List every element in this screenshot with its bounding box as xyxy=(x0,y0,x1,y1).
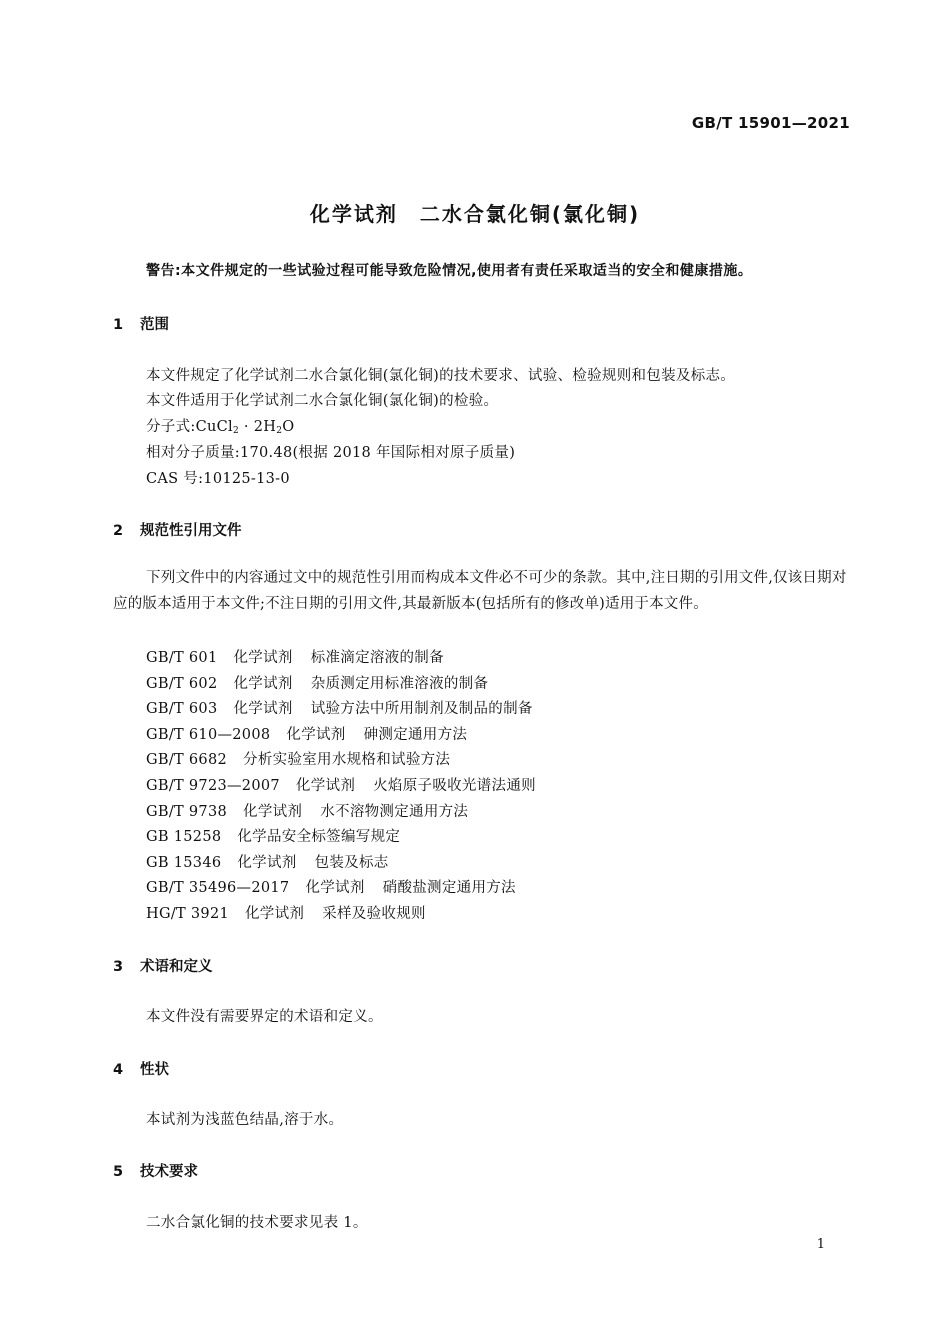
section-number: 3 xyxy=(113,959,124,975)
normative-intro: 下列文件中的内容通过文中的规范性引用而构成本文件必不可少的条款。其中,注日期的引用文件,仅该日期对应的版本适用于本文件;不注日期的引用文件,其最新版本(包括所有的修改单)适用于本文件。 xyxy=(113,570,847,612)
section-number: 2 xyxy=(113,523,124,539)
section-4-heading xyxy=(113,1058,169,1079)
section-2-heading xyxy=(113,519,242,540)
standard-code: GB/T 15901—2021 xyxy=(691,114,850,132)
reference-code: GB/T 610—2008 xyxy=(146,726,271,743)
section-number: 1 xyxy=(113,317,124,333)
reference-title-part-1: 化学试剂 xyxy=(233,701,293,718)
reference-code: GB/T 9738 xyxy=(146,803,228,820)
reference-item xyxy=(146,800,468,821)
reference-code: GB/T 6682 xyxy=(146,752,228,769)
terms-text: 本文件没有需要界定的术语和定义。 xyxy=(146,1009,383,1025)
formula-water: · 2H xyxy=(239,419,277,435)
reference-item xyxy=(146,774,536,795)
cas-number: CAS 号:10125-13-0 xyxy=(146,471,290,487)
section-title: 范围 xyxy=(140,317,169,333)
reference-title-part-2: 火焰原子吸收光谱法通则 xyxy=(373,778,536,794)
reference-title-part-2: 包装及标志 xyxy=(314,854,389,871)
section-number: 4 xyxy=(113,1062,124,1078)
reference-item xyxy=(146,672,488,693)
section-number: 5 xyxy=(113,1164,124,1180)
reference-code: GB/T 9723—2007 xyxy=(146,778,280,794)
reference-title-part-1: 化学试剂 xyxy=(233,675,293,692)
scope-line-1: 本文件规定了化学试剂二水合氯化铜(氯化铜)的技术要求、试验、检验规则和包装及标志。 xyxy=(146,368,736,384)
reference-code: GB 15258 xyxy=(146,829,222,846)
reference-code: GB/T 601 xyxy=(146,650,218,666)
section-3-heading xyxy=(113,955,213,976)
section-title: 性状 xyxy=(140,1062,169,1078)
section-1-heading xyxy=(113,313,169,334)
safety-warning: 警告:本文件规定的一些试验过程可能导致危险情况,使用者有责任采取适当的安全和健康措施。 xyxy=(146,263,753,279)
reference-title-part-2: 试验方法中所用制剂及制品的制备 xyxy=(310,701,533,718)
reference-title-part-1: 化学品安全标签编写规定 xyxy=(237,829,401,846)
formula-subscript: 2 xyxy=(276,426,283,436)
reference-title-part-1: 化学试剂 xyxy=(295,778,356,794)
reference-code: HG/T 3921 xyxy=(146,906,229,922)
reference-code: GB 15346 xyxy=(146,854,222,871)
reference-title-part-1: 化学试剂 xyxy=(237,854,297,871)
reference-title-part-2: 标准滴定溶液的制备 xyxy=(310,650,444,666)
section-title: 规范性引用文件 xyxy=(140,523,242,539)
reference-item xyxy=(146,876,516,897)
reference-title-part-2: 硝酸盐测定通用方法 xyxy=(382,880,516,897)
reference-code: GB/T 35496—2017 xyxy=(146,880,290,897)
reference-item xyxy=(146,646,444,667)
reference-title-part-1: 化学试剂 xyxy=(245,906,305,922)
reference-code: GB/T 603 xyxy=(146,701,218,718)
section-5-heading xyxy=(113,1160,198,1181)
formula-label: 分子式: xyxy=(146,419,196,435)
reference-code: GB/T 602 xyxy=(146,675,218,692)
reference-item xyxy=(146,825,418,846)
reference-title-part-1: 分析实验室用水规格和试验方法 xyxy=(243,752,451,769)
section-title: 术语和定义 xyxy=(140,959,213,975)
reference-item xyxy=(146,902,426,923)
scope-line-2: 本文件适用于化学试剂二水合氯化铜(氯化铜)的检验。 xyxy=(146,393,499,409)
formula-subscript: 2 xyxy=(232,426,239,436)
reference-title-part-1: 化学试剂 xyxy=(286,726,346,743)
formula-oxygen: O xyxy=(282,419,295,435)
page-number: 1 xyxy=(816,1237,825,1252)
reference-title-part-1: 化学试剂 xyxy=(305,880,365,897)
section-title: 技术要求 xyxy=(140,1164,198,1180)
reference-title-part-2: 砷测定通用方法 xyxy=(363,726,468,743)
document-title: 化学试剂 二水合氯化铜(氯化铜) xyxy=(309,202,641,226)
molecular-formula xyxy=(146,415,294,436)
reference-title-part-1: 化学试剂 xyxy=(233,650,293,666)
reference-title-part-2: 杂质测定用标准溶液的制备 xyxy=(310,675,489,692)
molecular-mass: 相对分子质量:170.48(根据 2018 年国际相对原子质量) xyxy=(146,445,516,461)
formula-cu: CuCl xyxy=(195,419,233,435)
properties-text: 本试剂为浅蓝色结晶,溶于水。 xyxy=(146,1112,344,1128)
reference-title-part-1: 化学试剂 xyxy=(243,803,303,820)
reference-item xyxy=(146,723,467,744)
requirements-text: 二水合氯化铜的技术要求见表 1。 xyxy=(146,1215,368,1231)
reference-title-part-2: 采样及验收规则 xyxy=(322,906,426,922)
reference-item xyxy=(146,748,468,769)
reference-title-part-2: 水不溶物测定通用方法 xyxy=(320,803,469,820)
reference-item xyxy=(146,697,533,718)
reference-item xyxy=(146,851,389,872)
